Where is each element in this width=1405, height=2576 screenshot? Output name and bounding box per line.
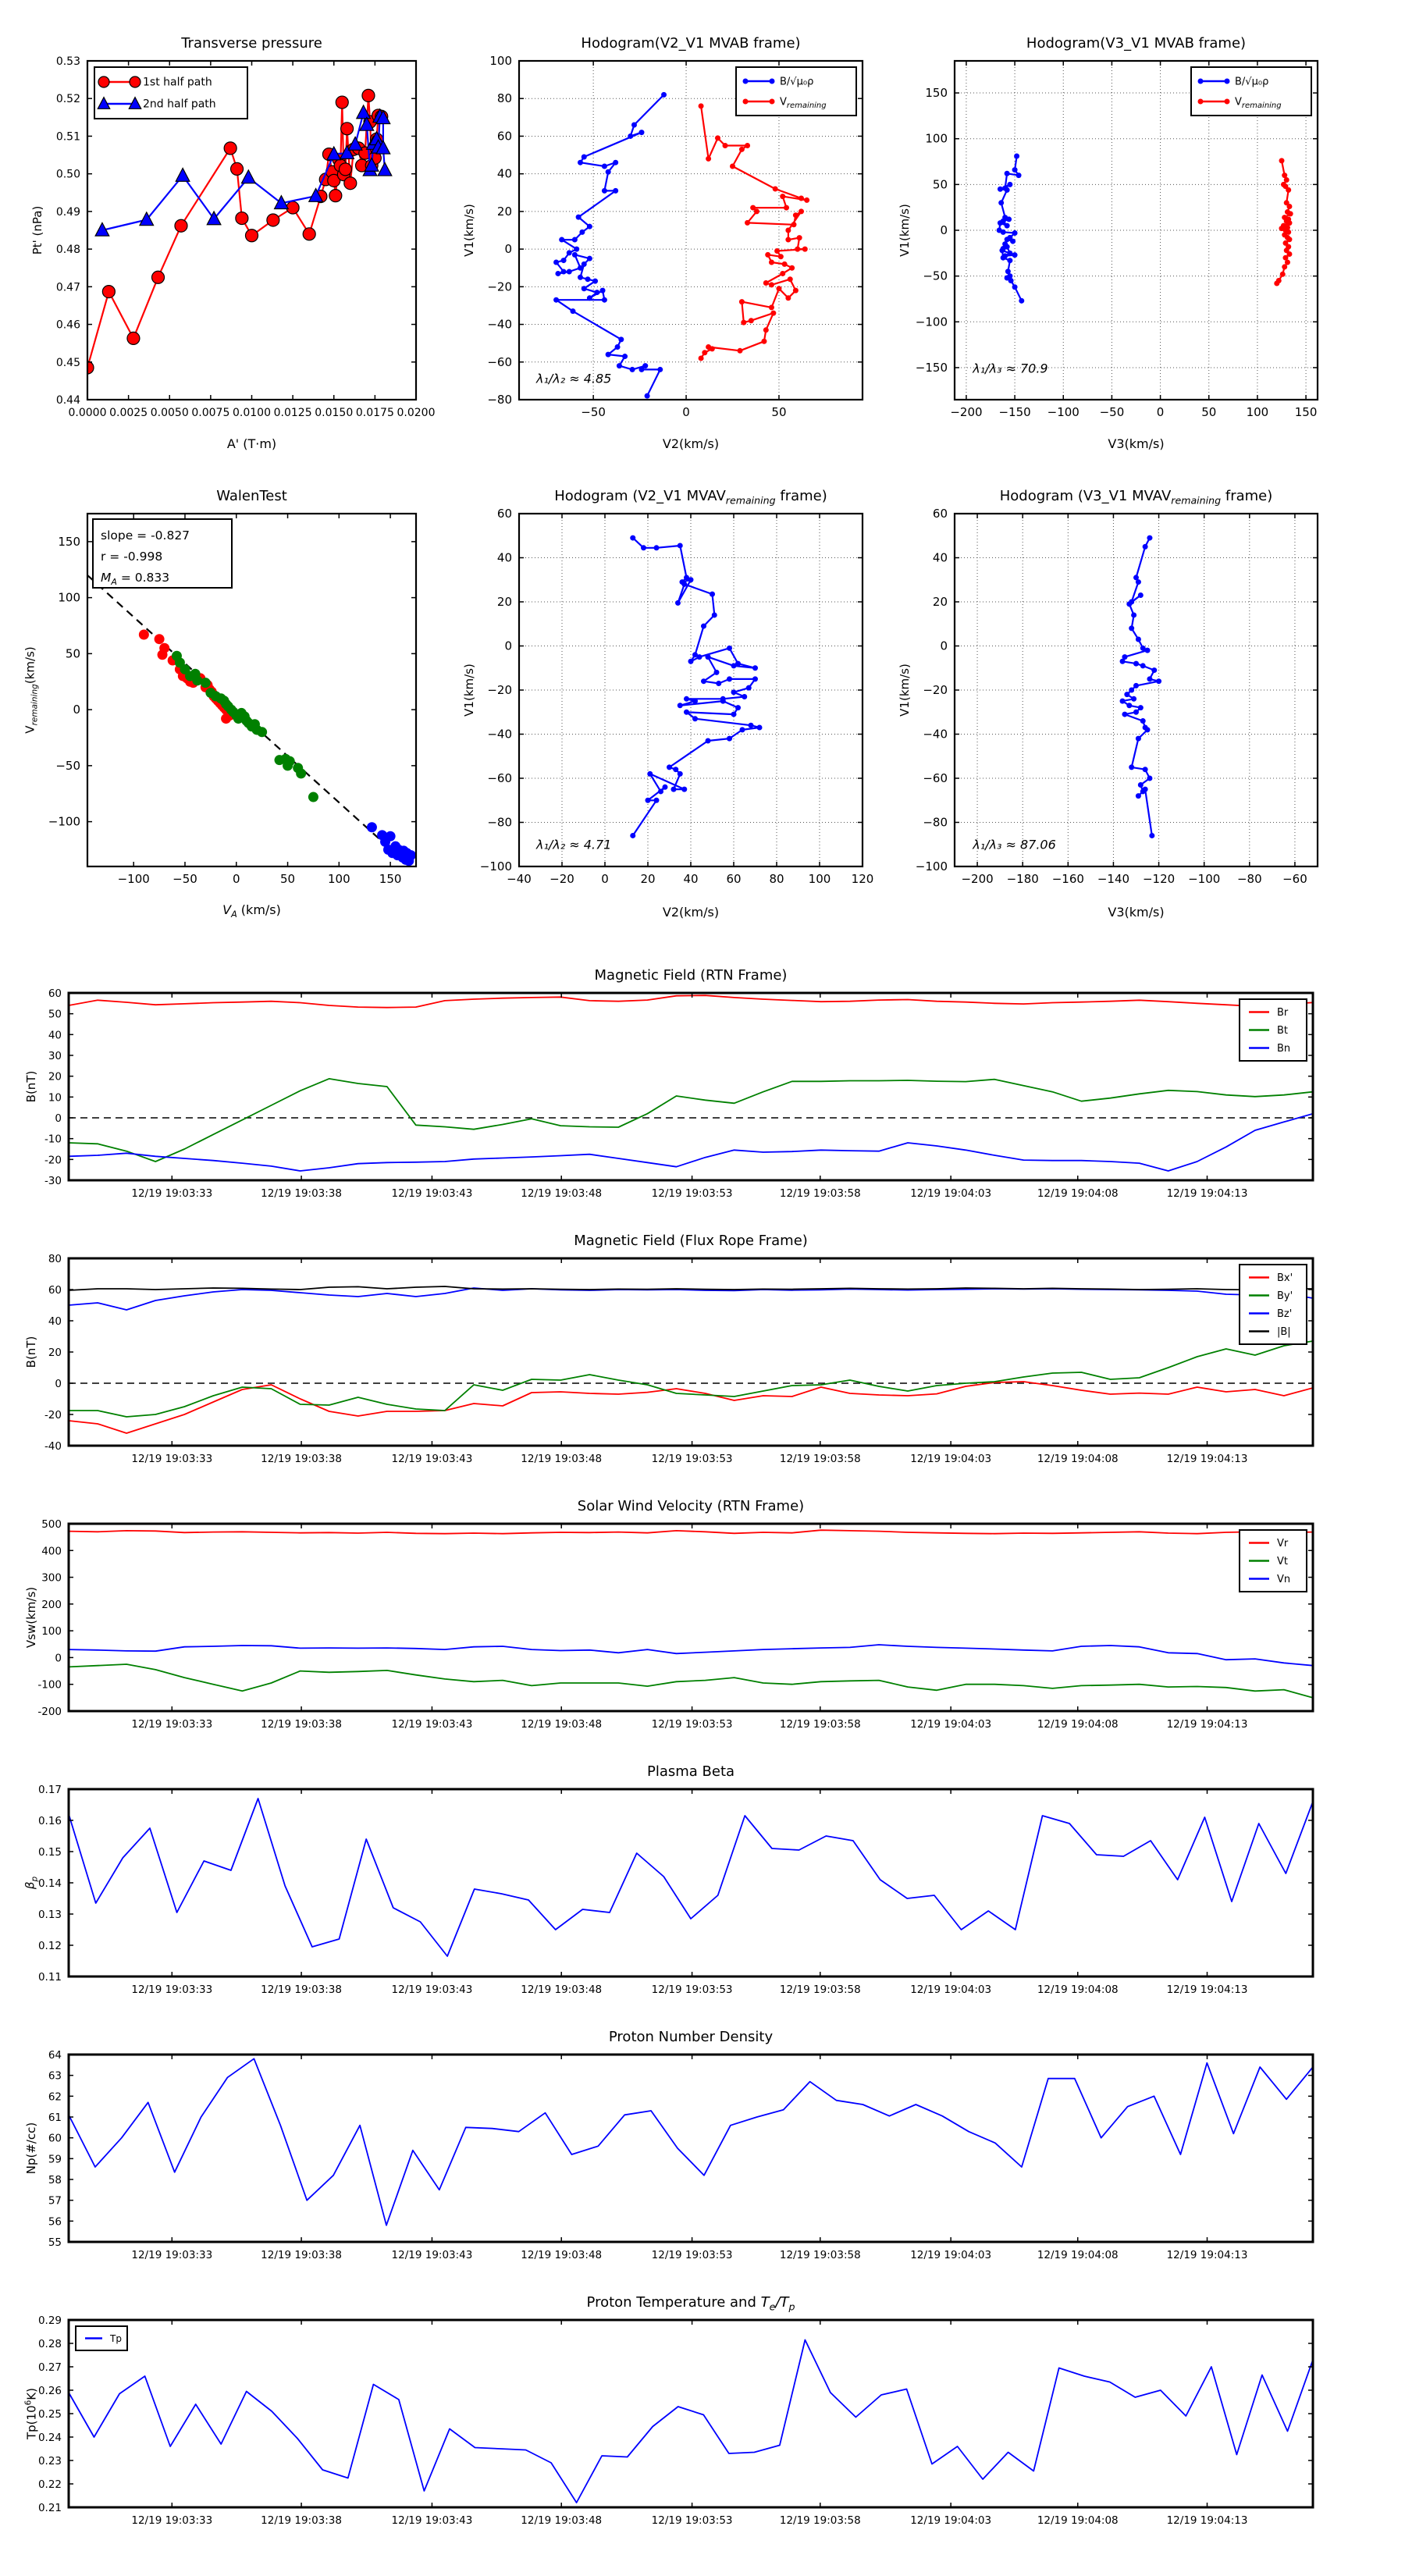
svg-text:0.46: 0.46 — [55, 318, 80, 332]
svg-text:12/19 19:04:08: 12/19 19:04:08 — [1037, 1453, 1119, 1465]
svg-text:Vremaining: $V_{remaining}$ — [1235, 96, 1282, 110]
svg-text:0: 0 — [1156, 405, 1165, 419]
svg-text:100: 100 — [41, 1625, 62, 1638]
svg-text:r = -0.998: r = -0.998 — [101, 550, 163, 564]
svg-text:12/19 19:03:38: 12/19 19:03:38 — [261, 1984, 342, 1996]
svg-text:12/19 19:04:13: 12/19 19:04:13 — [1166, 1984, 1248, 1996]
x-axis-label: V3(km/s) — [1108, 436, 1165, 451]
svg-text:0: 0 — [682, 405, 690, 419]
panel-proton-number-density — [24, 2029, 1313, 2261]
svg-text:−100: −100 — [117, 872, 150, 886]
chart-title: Proton Temperature and $T_e/T_p$ — [586, 2294, 795, 2313]
panel-hodogram-v3v1-mvab — [898, 35, 1318, 451]
svg-text:12/19 19:04:03: 12/19 19:04:03 — [910, 2514, 992, 2527]
svg-text:−60: −60 — [1282, 872, 1307, 886]
svg-text:-200: -200 — [37, 1706, 62, 1718]
y-axis-label: V1(km/s) — [898, 204, 912, 257]
svg-text:0.0175: 0.0175 — [355, 407, 394, 419]
svg-text:0: 0 — [601, 872, 609, 886]
svg-text:80: 80 — [769, 872, 784, 886]
svg-text:−20: −20 — [550, 872, 574, 886]
svg-text:0.53: 0.53 — [55, 55, 80, 68]
y-axis-label: V1(km/s) — [898, 664, 912, 717]
svg-text:B/√μ₀ρ: B/√μ₀ρ — [780, 76, 814, 88]
svg-text:150: 150 — [1294, 405, 1318, 419]
svg-text:12/19 19:03:38: 12/19 19:03:38 — [261, 2514, 342, 2527]
svg-text:B/√μ₀ρ: B/√μ₀ρ — [1235, 76, 1269, 88]
svg-text:12/19 19:03:48: 12/19 19:03:48 — [521, 2514, 603, 2527]
svg-text:-10: -10 — [44, 1133, 62, 1146]
svg-text:−150: −150 — [915, 360, 948, 375]
svg-text:10: 10 — [48, 1091, 62, 1105]
svg-text:12/19 19:03:38: 12/19 19:03:38 — [261, 1453, 342, 1465]
svg-text:−50: −50 — [173, 872, 197, 886]
hodogram-v3v1-mvab-plot — [915, 61, 1318, 419]
svg-text:0.25: 0.25 — [37, 2408, 62, 2421]
svg-text:λ₁/λ₃ ≈ 87.06: λ₁/λ₃ ≈ 87.06 — [973, 837, 1056, 852]
svg-text:40: 40 — [496, 550, 512, 565]
svg-text:12/19 19:03:53: 12/19 19:03:53 — [651, 1187, 733, 1200]
svg-text:80: 80 — [496, 91, 512, 106]
svg-text:60: 60 — [932, 507, 948, 521]
svg-text:−100: −100 — [1047, 405, 1080, 419]
svg-text:Bx': Bx' — [1277, 1272, 1293, 1284]
svg-text:300: 300 — [41, 1571, 62, 1585]
svg-text:0.13: 0.13 — [37, 1909, 62, 1921]
svg-text:12/19 19:04:08: 12/19 19:04:08 — [1037, 2514, 1119, 2527]
svg-text:12/19 19:04:03: 12/19 19:04:03 — [910, 1718, 992, 1731]
svg-text:0: 0 — [504, 242, 512, 257]
svg-text:−80: −80 — [487, 815, 512, 830]
svg-text:62: 62 — [48, 2090, 62, 2104]
svg-text:0.22: 0.22 — [37, 2478, 62, 2491]
hodogram-v3v1-mvav-plot — [915, 507, 1318, 886]
svg-text:0.47: 0.47 — [55, 281, 80, 294]
svg-text:-20: -20 — [44, 1154, 62, 1167]
svg-text:80: 80 — [48, 1253, 62, 1265]
svg-text:−40: −40 — [487, 317, 512, 332]
svg-text:−160: −160 — [1051, 872, 1084, 886]
svg-text:40: 40 — [48, 1029, 62, 1042]
svg-text:0.23: 0.23 — [37, 2455, 62, 2467]
solar-wind-velocity-plot — [37, 1518, 1313, 1731]
svg-text:12/19 19:03:33: 12/19 19:03:33 — [131, 1718, 213, 1731]
x-axis-label: V2(km/s) — [662, 905, 720, 920]
svg-text:500: 500 — [41, 1518, 62, 1531]
svg-text:12/19 19:03:53: 12/19 19:03:53 — [651, 1453, 733, 1465]
svg-text:0.49: 0.49 — [55, 205, 80, 219]
panel-walen-test — [23, 488, 416, 920]
svg-text:12/19 19:04:03: 12/19 19:04:03 — [910, 1187, 992, 1200]
svg-text:12/19 19:04:13: 12/19 19:04:13 — [1166, 1718, 1248, 1731]
svg-text:30: 30 — [48, 1050, 62, 1062]
proton-number-density-plot — [48, 2049, 1313, 2261]
svg-text:0.0050: 0.0050 — [150, 407, 189, 419]
svg-text:−100: −100 — [48, 814, 80, 829]
svg-text:12/19 19:03:58: 12/19 19:03:58 — [779, 1453, 861, 1465]
svg-text:−100: −100 — [1188, 872, 1221, 886]
y-axis-label: $V_{remaining}(km/s)$ — [23, 646, 40, 734]
svg-text:0: 0 — [55, 1652, 62, 1665]
svg-text:12/19 19:03:48: 12/19 19:03:48 — [521, 1984, 603, 1996]
svg-text:100: 100 — [1246, 405, 1269, 419]
svg-text:slope = -0.827: slope = -0.827 — [101, 528, 190, 543]
y-axis-label: $\beta_p$ — [23, 1876, 40, 1890]
svg-text:0.44: 0.44 — [55, 394, 80, 407]
svg-text:0.15: 0.15 — [37, 1846, 62, 1859]
svg-text:Bn: Bn — [1277, 1043, 1291, 1055]
svg-text:120: 120 — [851, 872, 874, 886]
svg-text:60: 60 — [48, 2132, 62, 2145]
svg-text:λ₁/λ₂ ≈ 4.85: λ₁/λ₂ ≈ 4.85 — [536, 371, 612, 386]
svg-text:-100: -100 — [37, 1678, 62, 1692]
svg-text:12/19 19:03:48: 12/19 19:03:48 — [521, 1718, 603, 1731]
svg-text:−20: −20 — [487, 279, 512, 294]
svg-text:57: 57 — [48, 2194, 62, 2208]
svg-text:−20: −20 — [487, 683, 512, 697]
svg-text:0: 0 — [73, 703, 80, 717]
chart-title: Hodogram(V3_V1 MVAB frame) — [1026, 35, 1247, 52]
y-axis-label: Pt' (nPa) — [30, 205, 44, 255]
proton-temperature-plot — [37, 2314, 1313, 2527]
svg-text:Bt: Bt — [1277, 1025, 1289, 1037]
svg-text:Bz': Bz' — [1277, 1308, 1293, 1320]
svg-text:20: 20 — [48, 1347, 62, 1359]
panel-magnetic-field-flux-rope — [24, 1233, 1313, 1465]
svg-text:-20: -20 — [44, 1409, 62, 1421]
svg-text:100: 100 — [58, 590, 80, 605]
svg-text:0.48: 0.48 — [55, 244, 80, 257]
svg-text:−180: −180 — [1006, 872, 1039, 886]
svg-text:12/19 19:03:53: 12/19 19:03:53 — [651, 1984, 733, 1996]
svg-text:200: 200 — [41, 1598, 62, 1611]
svg-text:50: 50 — [932, 177, 948, 192]
svg-text:0.14: 0.14 — [37, 1877, 62, 1890]
svg-text:0.26: 0.26 — [37, 2385, 62, 2397]
svg-text:20: 20 — [496, 595, 512, 609]
magnetic-field-flux-rope-plot — [44, 1253, 1313, 1465]
svg-text:−40: −40 — [923, 727, 948, 742]
svg-text:−80: −80 — [1236, 872, 1262, 886]
chart-title: Magnetic Field (RTN Frame) — [594, 967, 788, 984]
panel-plasma-beta — [23, 1763, 1313, 1996]
svg-text:12/19 19:03:33: 12/19 19:03:33 — [131, 1187, 213, 1200]
svg-text:12/19 19:03:53: 12/19 19:03:53 — [651, 1718, 733, 1731]
svg-text:12/19 19:04:08: 12/19 19:04:08 — [1037, 1187, 1119, 1200]
svg-text:12/19 19:03:58: 12/19 19:03:58 — [779, 2514, 861, 2527]
svg-text:12/19 19:03:38: 12/19 19:03:38 — [261, 2249, 342, 2261]
svg-text:−50: −50 — [581, 405, 606, 419]
panel-transverse-pressure — [30, 35, 436, 451]
svg-text:0.29: 0.29 — [37, 2314, 62, 2327]
svg-text:40: 40 — [496, 166, 512, 181]
svg-text:12/19 19:03:53: 12/19 19:03:53 — [651, 2249, 733, 2261]
svg-text:100: 100 — [328, 872, 350, 886]
svg-text:−100: −100 — [915, 315, 948, 329]
svg-text:20: 20 — [932, 595, 948, 609]
svg-text:50: 50 — [280, 872, 296, 886]
svg-text:0.0025: 0.0025 — [109, 407, 148, 419]
hodogram-v2v1-mvab-plot — [487, 54, 863, 419]
svg-text:50: 50 — [1201, 405, 1217, 419]
svg-text:12/19 19:03:53: 12/19 19:03:53 — [651, 2514, 733, 2527]
svg-text:60: 60 — [726, 872, 742, 886]
svg-text:150: 150 — [925, 86, 948, 101]
svg-text:0.0075: 0.0075 — [191, 407, 230, 419]
svg-text:By': By' — [1277, 1290, 1293, 1302]
svg-text:12/19 19:03:33: 12/19 19:03:33 — [131, 1453, 213, 1465]
magnetic-field-rtn-plot — [44, 987, 1313, 1200]
svg-text:12/19 19:03:33: 12/19 19:03:33 — [131, 2514, 213, 2527]
svg-text:50: 50 — [65, 646, 80, 661]
svg-text:0.0200: 0.0200 — [397, 407, 436, 419]
svg-text:12/19 19:03:38: 12/19 19:03:38 — [261, 1187, 342, 1200]
svg-text:−50: −50 — [55, 758, 80, 773]
svg-text:12/19 19:04:08: 12/19 19:04:08 — [1037, 1718, 1119, 1731]
panel-hodogram-v3v1-mvav — [898, 488, 1318, 920]
svg-text:12/19 19:03:58: 12/19 19:03:58 — [779, 1718, 861, 1731]
svg-text:12/19 19:03:43: 12/19 19:03:43 — [391, 1453, 473, 1465]
svg-text:50: 50 — [48, 1008, 62, 1021]
svg-text:12/19 19:03:43: 12/19 19:03:43 — [391, 2249, 473, 2261]
svg-text:−100: −100 — [915, 859, 948, 873]
svg-text:−50: −50 — [1099, 405, 1125, 419]
svg-text:−140: −140 — [1097, 872, 1130, 886]
svg-text:12/19 19:03:48: 12/19 19:03:48 — [521, 2249, 603, 2261]
svg-text:−80: −80 — [923, 815, 948, 830]
svg-text:12/19 19:03:33: 12/19 19:03:33 — [131, 2249, 213, 2261]
y-axis-label: V1(km/s) — [462, 664, 476, 717]
svg-text:MA = 0.833: $M_A = 0.833$ — [101, 571, 170, 587]
svg-text:−40: −40 — [507, 872, 532, 886]
chart-title: Hodogram (V3_V1 $MVAV_{remaining}$ frame) — [999, 488, 1273, 507]
svg-text:0.0150: 0.0150 — [315, 407, 354, 419]
svg-text:400: 400 — [41, 1545, 62, 1558]
svg-text:Tp: Tp — [110, 2333, 122, 2344]
svg-text:λ₁/λ₃ ≈ 70.9: λ₁/λ₃ ≈ 70.9 — [973, 361, 1048, 376]
svg-text:0: 0 — [55, 1378, 62, 1390]
svg-text:12/19 19:03:43: 12/19 19:03:43 — [391, 1984, 473, 1996]
svg-text:20: 20 — [640, 872, 656, 886]
svg-text:12/19 19:03:38: 12/19 19:03:38 — [261, 1718, 342, 1731]
svg-text:60: 60 — [496, 507, 512, 521]
svg-text:-40: -40 — [44, 1440, 62, 1453]
svg-text:12/19 19:04:03: 12/19 19:04:03 — [910, 2249, 992, 2261]
svg-text:−60: −60 — [487, 354, 512, 369]
svg-text:Vremaining: $V_{remaining}$ — [780, 96, 827, 110]
svg-text:20: 20 — [48, 1070, 62, 1083]
chart-title: Solar Wind Velocity (RTN Frame) — [577, 1498, 805, 1514]
svg-text:40: 40 — [932, 550, 948, 565]
y-axis-label: $Tp(10^6K)$ — [23, 2387, 39, 2440]
x-axis-label: A' (T·m) — [226, 436, 277, 451]
hodogram-v2v1-mvav-plot — [479, 507, 874, 886]
svg-text:12/19 19:03:58: 12/19 19:03:58 — [779, 1187, 861, 1200]
svg-text:0: 0 — [232, 872, 240, 886]
svg-text:0.28: 0.28 — [37, 2338, 62, 2350]
svg-text:50: 50 — [771, 405, 787, 419]
svg-text:0.0000: 0.0000 — [68, 407, 107, 419]
svg-text:−200: −200 — [961, 872, 994, 886]
y-axis-label: Vsw(km/s) — [24, 1586, 38, 1649]
svg-text:−60: −60 — [487, 771, 512, 785]
panel-solar-wind-velocity — [24, 1498, 1313, 1731]
svg-text:−50: −50 — [923, 269, 948, 283]
svg-text:12/19 19:03:33: 12/19 19:03:33 — [131, 1984, 213, 1996]
panel-magnetic-field-rtn — [24, 967, 1313, 1200]
svg-text:Br: Br — [1277, 1007, 1289, 1019]
svg-text:12/19 19:04:03: 12/19 19:04:03 — [910, 1453, 992, 1465]
svg-text:12/19 19:04:13: 12/19 19:04:13 — [1166, 2249, 1248, 2261]
svg-text:0.0125: 0.0125 — [273, 407, 312, 419]
svg-text:0.50: 0.50 — [55, 168, 80, 181]
svg-text:−200: −200 — [950, 405, 983, 419]
svg-text:58: 58 — [48, 2174, 62, 2186]
chart-title: Transverse pressure — [181, 35, 322, 52]
svg-text:−150: −150 — [998, 405, 1031, 419]
svg-text:40: 40 — [683, 872, 699, 886]
svg-text:0.45: 0.45 — [55, 356, 80, 369]
svg-text:60: 60 — [48, 1284, 62, 1297]
svg-text:−60: −60 — [923, 771, 948, 785]
svg-text:0: 0 — [504, 639, 512, 653]
svg-text:12/19 19:04:08: 12/19 19:04:08 — [1037, 2249, 1119, 2261]
walen-test-plot — [48, 514, 416, 886]
svg-text:100: 100 — [808, 872, 831, 886]
plasma-beta-plot — [37, 1784, 1313, 1996]
svg-text:12/19 19:03:48: 12/19 19:03:48 — [521, 1453, 603, 1465]
svg-text:0.27: 0.27 — [37, 2361, 62, 2374]
svg-text:0.16: 0.16 — [37, 1815, 62, 1827]
svg-text:12/19 19:03:48: 12/19 19:03:48 — [521, 1187, 603, 1200]
svg-text:1st half path: 1st half path — [143, 76, 212, 89]
svg-text:|B|: |B| — [1277, 1326, 1291, 1338]
svg-text:12/19 19:03:43: 12/19 19:03:43 — [391, 1718, 473, 1731]
svg-text:0: 0 — [55, 1112, 62, 1125]
svg-text:2nd half path: 2nd half path — [143, 98, 216, 111]
svg-text:0.51: 0.51 — [55, 130, 80, 144]
chart-title: Magnetic Field (Flux Rope Frame) — [574, 1233, 808, 1249]
svg-text:0: 0 — [940, 639, 948, 653]
svg-text:−80: −80 — [487, 393, 512, 407]
svg-text:λ₁/λ₂ ≈ 4.71: λ₁/λ₂ ≈ 4.71 — [536, 837, 612, 852]
svg-text:0.11: 0.11 — [37, 1971, 62, 1984]
svg-text:12/19 19:04:13: 12/19 19:04:13 — [1166, 2514, 1248, 2527]
svg-text:12/19 19:04:08: 12/19 19:04:08 — [1037, 1984, 1119, 1996]
svg-text:Vn: Vn — [1277, 1574, 1291, 1585]
svg-text:−40: −40 — [487, 727, 512, 742]
svg-text:0.21: 0.21 — [37, 2502, 62, 2514]
svg-text:63: 63 — [48, 2069, 62, 2083]
svg-text:100: 100 — [925, 131, 948, 146]
svg-text:12/19 19:03:58: 12/19 19:03:58 — [779, 1984, 861, 1996]
y-axis-label: B(nT) — [24, 1070, 38, 1103]
x-axis-label: V3(km/s) — [1108, 905, 1165, 920]
y-axis-label: V1(km/s) — [462, 204, 476, 257]
svg-text:60: 60 — [496, 129, 512, 144]
svg-text:20: 20 — [496, 204, 512, 219]
svg-text:12/19 19:03:43: 12/19 19:03:43 — [391, 1187, 473, 1200]
svg-text:40: 40 — [48, 1315, 62, 1328]
chart-title: Hodogram (V2_V1 $MVAV_{remaining}$ frame) — [554, 488, 827, 507]
chart-title: Plasma Beta — [646, 1763, 735, 1780]
x-axis-label: $V_A$ (km/s) — [222, 902, 281, 920]
panel-proton-temperature — [23, 2294, 1313, 2527]
svg-text:12/19 19:04:03: 12/19 19:04:03 — [910, 1984, 992, 1996]
svg-text:55: 55 — [48, 2236, 62, 2249]
y-axis-label: B(nT) — [24, 1336, 38, 1368]
svg-text:0.12: 0.12 — [37, 1940, 62, 1952]
chart-title: Proton Number Density — [608, 2029, 774, 2045]
svg-text:0.52: 0.52 — [55, 93, 80, 106]
transverse-pressure-plot — [55, 55, 436, 419]
svg-text:12/19 19:03:43: 12/19 19:03:43 — [391, 2514, 473, 2527]
svg-text:59: 59 — [48, 2153, 62, 2166]
svg-text:60: 60 — [48, 987, 62, 1000]
svg-text:150: 150 — [58, 534, 80, 549]
svg-text:0.17: 0.17 — [37, 1784, 62, 1796]
svg-text:−120: −120 — [1142, 872, 1176, 886]
svg-text:0.24: 0.24 — [37, 2432, 62, 2444]
svg-text:56: 56 — [48, 2215, 62, 2229]
y-axis-label: Np(#/cc) — [24, 2122, 38, 2175]
svg-text:64: 64 — [48, 2049, 62, 2062]
chart-title: Hodogram(V2_V1 MVAB frame) — [581, 35, 801, 52]
panel-hodogram-v2v1-mvav — [462, 488, 874, 920]
svg-text:-30: -30 — [44, 1175, 62, 1187]
svg-text:100: 100 — [489, 54, 512, 68]
x-axis-label: V2(km/s) — [662, 436, 720, 451]
chart-title: WalenTest — [216, 488, 287, 504]
svg-text:0: 0 — [940, 223, 948, 237]
svg-text:Vt: Vt — [1277, 1556, 1288, 1567]
svg-text:0.0100: 0.0100 — [233, 407, 271, 419]
svg-text:150: 150 — [379, 872, 402, 886]
svg-text:−100: −100 — [479, 859, 512, 873]
svg-text:12/19 19:04:13: 12/19 19:04:13 — [1166, 1453, 1248, 1465]
svg-text:12/19 19:03:58: 12/19 19:03:58 — [779, 2249, 861, 2261]
svg-text:−20: −20 — [923, 683, 948, 697]
svg-text:61: 61 — [48, 2112, 62, 2124]
svg-text:12/19 19:04:13: 12/19 19:04:13 — [1166, 1187, 1248, 1200]
panel-hodogram-v2v1-mvab — [462, 35, 863, 451]
svg-text:Vr: Vr — [1277, 1538, 1289, 1550]
